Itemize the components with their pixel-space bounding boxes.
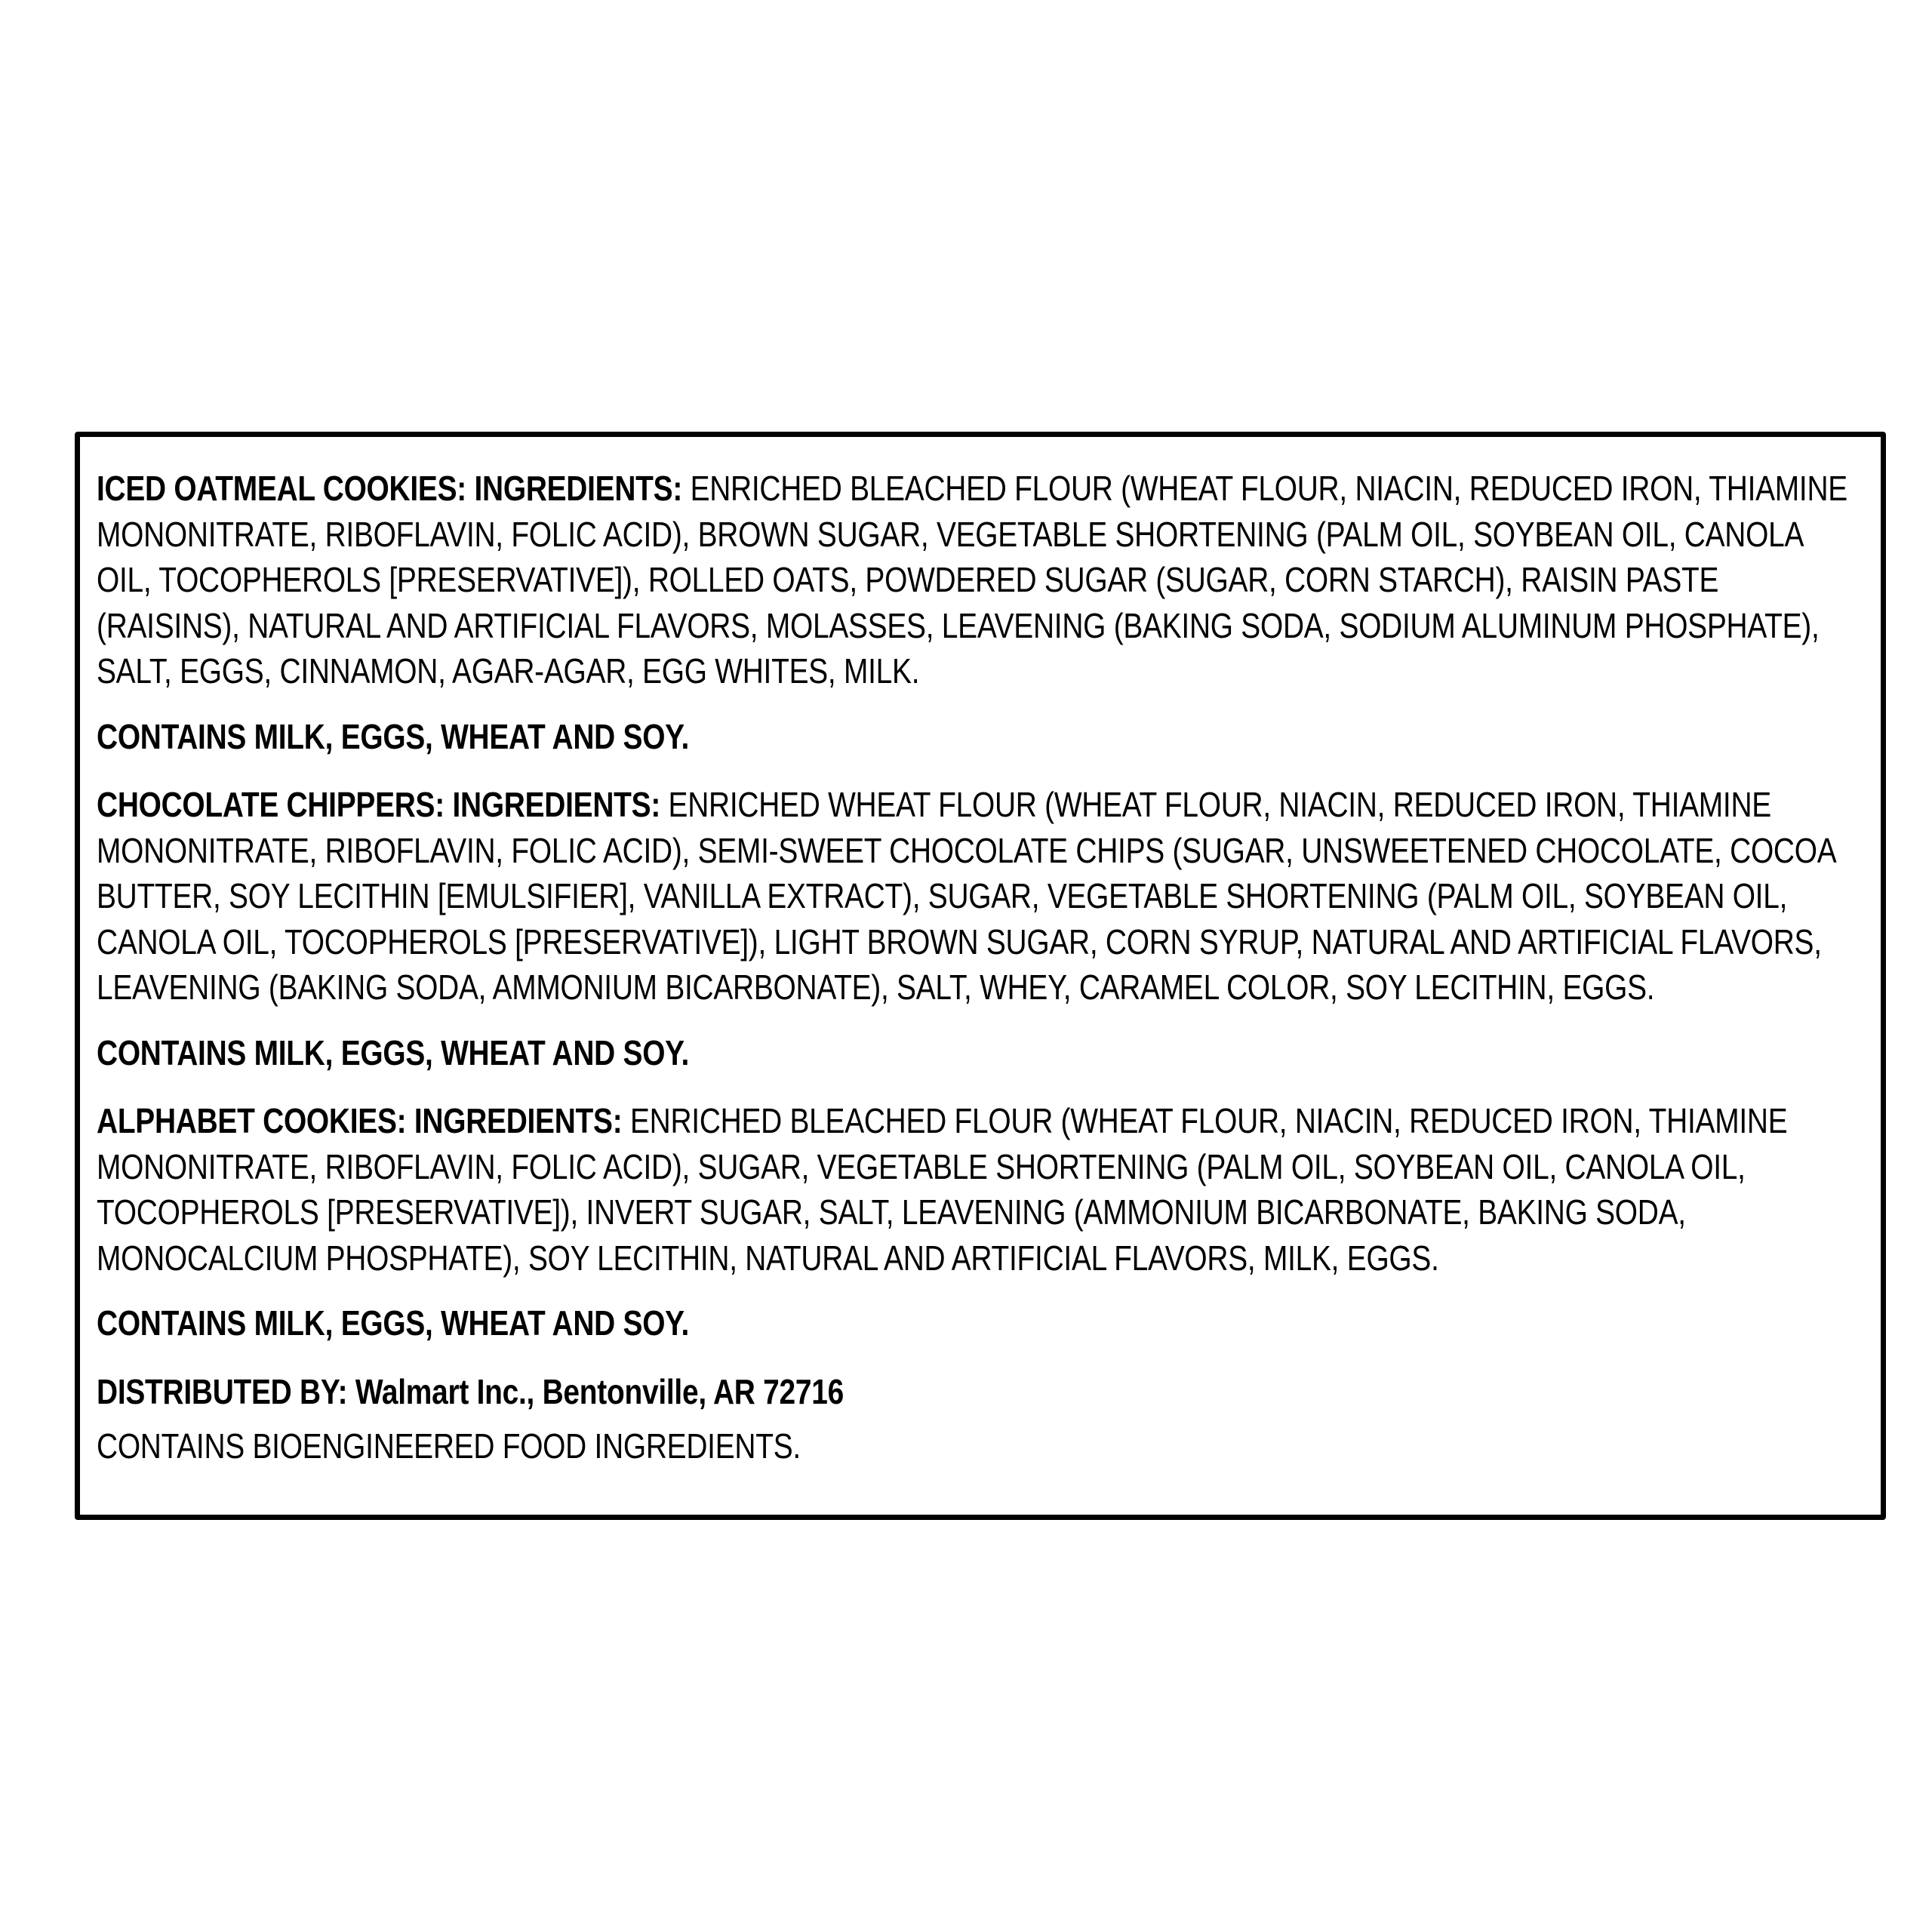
- alphabet-cookies-ingredients: [97, 1098, 1859, 1281]
- iced-oatmeal-allergen-statement: CONTAINS MILK, EGGS, WHEAT AND SOY.: [97, 716, 690, 756]
- chocolate-chippers-allergen-statement: CONTAINS MILK, EGGS, WHEAT AND SOY.: [97, 1032, 690, 1072]
- chocolate-chippers-heading: CHOCOLATE CHIPPERS: INGREDIENTS:: [97, 785, 661, 824]
- distributor-statement: DISTRIBUTED BY: Walmart Inc., Bentonville, AR 72716: [97, 1371, 844, 1411]
- alphabet-cookies-heading: ALPHABET COOKIES: INGREDIENTS:: [97, 1101, 623, 1140]
- iced-oatmeal-heading: ICED OATMEAL COOKIES: INGREDIENTS:: [97, 469, 683, 508]
- ingredients-label-panel: [75, 432, 1886, 1520]
- iced-oatmeal-ingredient-list: ENRICHED BLEACHED FLOUR (WHEAT FLOUR, NIACIN, REDUCED IRON, THIAMINE MONONITRATE, RIBOFLAVIN, FOLIC ACID), BROWN SUGAR, VEGETABLE SHORTENING (PALM OIL, SOYBEAN OIL, CANOLA OIL, TOCOPHEROLS [PRESERVATIVE]), ROLLED OATS, POWDERED SUGAR (SUGAR, CORN STARCH), RAISIN PASTE (RAISINS), NATURAL AND ARTIFICIAL FLAVORS, MOLASSES, LEAVENING (BAKING SODA, SODIUM ALUMINUM PHOSPHATE), SALT, EGGS, CINNAMON, AGAR-AGAR, EGG WHITES, MILK.: [97, 469, 1847, 691]
- chocolate-chippers-ingredients: [97, 782, 1859, 1011]
- alphabet-cookies-allergen-statement: CONTAINS MILK, EGGS, WHEAT AND SOY.: [97, 1303, 690, 1343]
- alphabet-cookies-ingredient-list: ENRICHED BLEACHED FLOUR (WHEAT FLOUR, NIACIN, REDUCED IRON, THIAMINE MONONITRATE, RIBOFLAVIN, FOLIC ACID), SUGAR, VEGETABLE SHORTENING (PALM OIL, SOYBEAN OIL, CANOLA OIL, TOCOPHEROLS [PRESERVATIVE]), INVERT SUGAR, SALT, LEAVENING (AMMONIUM BICARBONATE, BAKING SODA, MONOCALCIUM PHOSPHATE), SOY LECITHIN, NATURAL AND ARTIFICIAL FLAVORS, MILK, EGGS.: [97, 1101, 1788, 1278]
- bioengineered-disclosure: CONTAINS BIOENGINEERED FOOD INGREDIENTS.: [97, 1426, 801, 1466]
- chocolate-chippers-ingredient-list: ENRICHED WHEAT FLOUR (WHEAT FLOUR, NIACIN, REDUCED IRON, THIAMINE MONONITRATE, RIBOFLAVIN, FOLIC ACID), SEMI-SWEET CHOCOLATE CHIPS (SUGAR, UNSWEETENED CHOCOLATE, COCOA BUTTER, SOY LECITHIN [EMULSIFIER], VANILLA EXTRACT), SUGAR, VEGETABLE SHORTENING (PALM OIL, SOYBEAN OIL, CANOLA OIL, TOCOPHEROLS [PRESERVATIVE]), LIGHT BROWN SUGAR, CORN SYRUP, NATURAL AND ARTIFICIAL FLAVORS, LEAVENING (BAKING SODA, AMMONIUM BICARBONATE), SALT, WHEY, CARAMEL COLOR, SOY LECITHIN, EGGS.: [97, 785, 1835, 1007]
- iced-oatmeal-ingredients: [97, 466, 1859, 694]
